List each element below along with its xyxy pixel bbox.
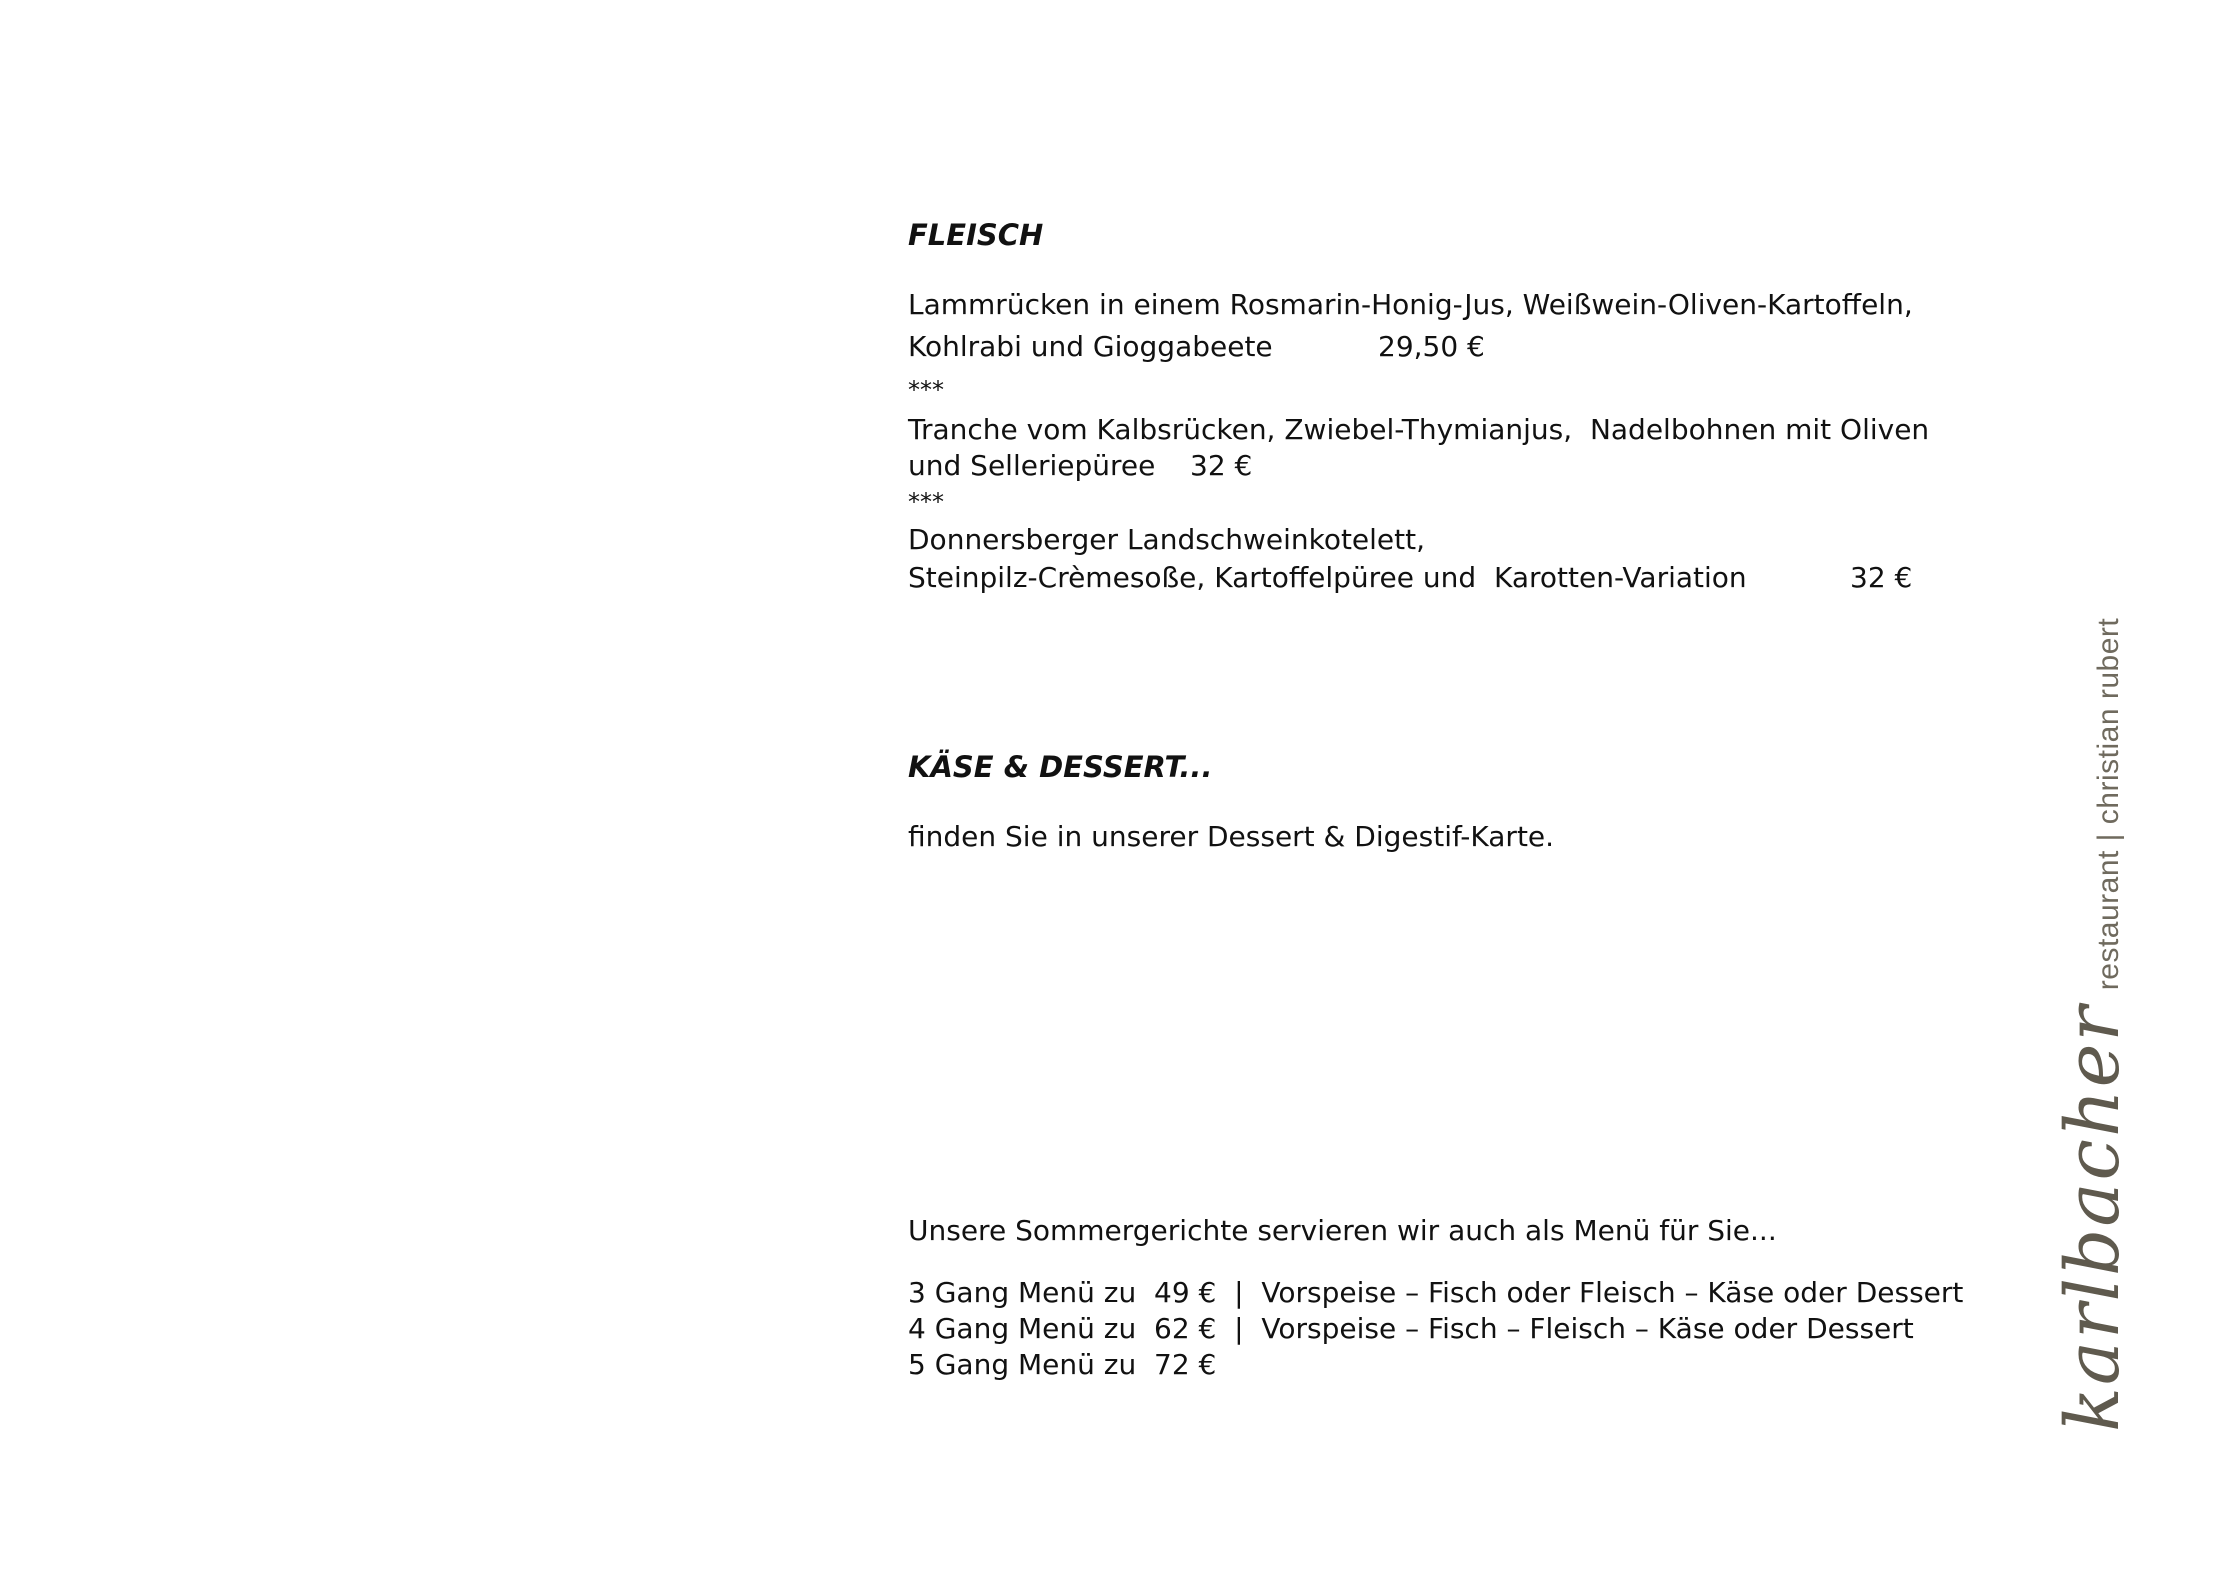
separator: *** [908, 376, 944, 404]
kaese-dessert-text: finden Sie in unserer Dessert & Digestif-Karte. [908, 820, 1555, 853]
dish-schwein-line2: Steinpilz-Crèmesoße, Kartoffelpüree und Karotten-Variation [908, 561, 1747, 594]
menu-option-4-gang: 4 Gang Menü zu 62 € | Vorspeise – Fisch – Fleisch – Käse oder Dessert [908, 1312, 1914, 1345]
menu-option-5-gang: 5 Gang Menü zu 72 € [908, 1348, 1217, 1381]
dish-lamm-price: 29,50 € [1378, 330, 1485, 363]
menu-intro: Unsere Sommergerichte servieren wir auch als Menü für Sie... [908, 1214, 1777, 1247]
logo-wordmark: karlbacher [2050, 1004, 2136, 1432]
dish-kalb-line1: Tranche vom Kalbsrücken, Zwiebel-Thymianjus, Nadelbohnen mit Oliven [908, 413, 1930, 446]
menu-option-3-gang: 3 Gang Menü zu 49 € | Vorspeise – Fisch oder Fleisch – Käse oder Dessert [908, 1276, 1964, 1309]
dish-lamm-line2: Kohlrabi und Gioggabeete [908, 330, 1273, 363]
dish-schwein-line1: Donnersberger Landschweinkotelett, [908, 523, 1426, 556]
separator: *** [908, 488, 944, 516]
dish-lamm-line1: Lammrücken in einem Rosmarin-Honig-Jus, Weißwein-Oliven-Kartoffeln, [908, 288, 1913, 321]
dish-kalb-line2: und Selleriepüree [908, 449, 1156, 482]
dish-kalb-price: 32 € [1190, 449, 1253, 482]
dish-schwein-price: 32 € [1850, 561, 1913, 594]
section-heading-kaese-dessert: KÄSE & DESSERT... [908, 750, 1213, 784]
restaurant-logo [2050, 618, 2136, 1432]
logo-subtitle: restaurant | christian rubert [2092, 617, 2125, 991]
section-heading-fleisch: FLEISCH [908, 218, 1044, 252]
